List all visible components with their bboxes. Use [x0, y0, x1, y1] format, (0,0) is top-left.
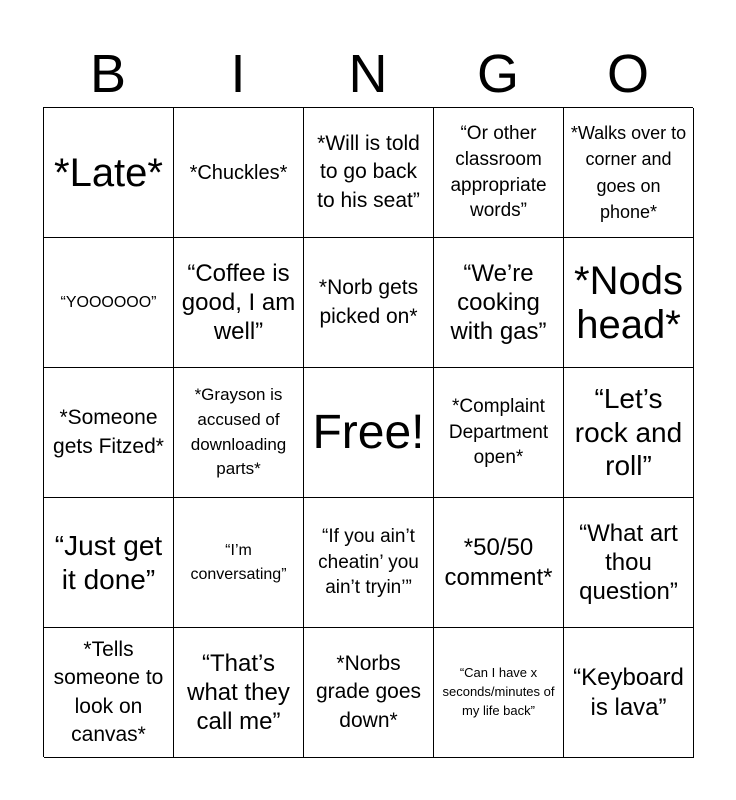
bingo-cell[interactable] [434, 238, 564, 368]
bingo-cell[interactable] [304, 498, 434, 628]
bingo-cell[interactable] [564, 368, 694, 498]
bingo-cell[interactable] [564, 628, 694, 758]
cell-text: “That’s what they call me” [187, 649, 290, 736]
cell-text: *Late* [54, 150, 163, 195]
bingo-cell[interactable] [304, 108, 434, 238]
bingo-cell[interactable] [174, 108, 304, 238]
cell-text: *Someone gets Fitzed* [53, 406, 164, 458]
bingo-cell[interactable] [434, 108, 564, 238]
cell-text: *Will is told to go back to his seat” [317, 131, 420, 212]
bingo-cell[interactable] [44, 498, 174, 628]
bingo-cell[interactable] [44, 628, 174, 758]
free-space[interactable] [304, 368, 434, 498]
bingo-cell[interactable] [174, 628, 304, 758]
header-letter-i: I [230, 44, 246, 104]
cell-text: “Coffee is good, I am well” [181, 259, 296, 346]
cell-text: “What art thou question” [579, 519, 678, 606]
cell-text: *Chuckles* [189, 161, 288, 184]
cell-text: “We’re cooking with gas” [450, 259, 547, 346]
bingo-cell[interactable] [44, 108, 174, 238]
bingo-cell[interactable] [564, 108, 694, 238]
cell-text: *Grayson is accused of downloading parts* [190, 385, 287, 479]
bingo-cell[interactable] [564, 498, 694, 628]
cell-text: *Complaint Department open* [448, 396, 549, 469]
bingo-header [43, 40, 693, 108]
cell-text: “Just get it done” [54, 529, 163, 595]
cell-text: “I’m conversating” [190, 542, 287, 583]
cell-text: *Nods head* [574, 258, 683, 347]
cell-text: “Can I have x seconds/minutes of my life back” [442, 665, 555, 718]
free-space-text: Free! [312, 405, 425, 459]
header-letter-n: N [348, 44, 388, 104]
cell-text: *Walks over to corner and goes on phone* [570, 123, 687, 222]
cell-text: “If you ain’t cheatin’ you ain’t tryin’” [318, 526, 419, 599]
header-letter-o: O [606, 44, 649, 104]
cell-text: “Keyboard is lava” [573, 664, 684, 721]
cell-text: “Or other classroom appropriate words” [450, 123, 547, 222]
bingo-cell[interactable] [44, 238, 174, 368]
bingo-cell[interactable] [44, 368, 174, 498]
bingo-cell[interactable] [304, 238, 434, 368]
cell-text: *Norb gets picked on* [318, 276, 419, 328]
cell-text: “Let’s rock and roll” [574, 383, 683, 482]
bingo-cell[interactable] [564, 238, 694, 368]
bingo-cell[interactable] [174, 368, 304, 498]
bingo-cell[interactable] [434, 628, 564, 758]
bingo-cell[interactable] [434, 498, 564, 628]
cell-text: *Tells someone to look on canvas* [53, 637, 164, 746]
bingo-cell[interactable] [434, 368, 564, 498]
header-letter-g: G [476, 44, 519, 104]
bingo-cell[interactable] [174, 238, 304, 368]
cell-text: *Norbs grade goes down* [315, 651, 422, 732]
cell-text: *50/50 comment* [444, 534, 553, 591]
bingo-grid [43, 107, 693, 757]
header-letter-b: B [89, 44, 127, 104]
bingo-cell[interactable] [304, 628, 434, 758]
cell-text: “YOOOOOO” [60, 293, 157, 311]
bingo-cell[interactable] [174, 498, 304, 628]
